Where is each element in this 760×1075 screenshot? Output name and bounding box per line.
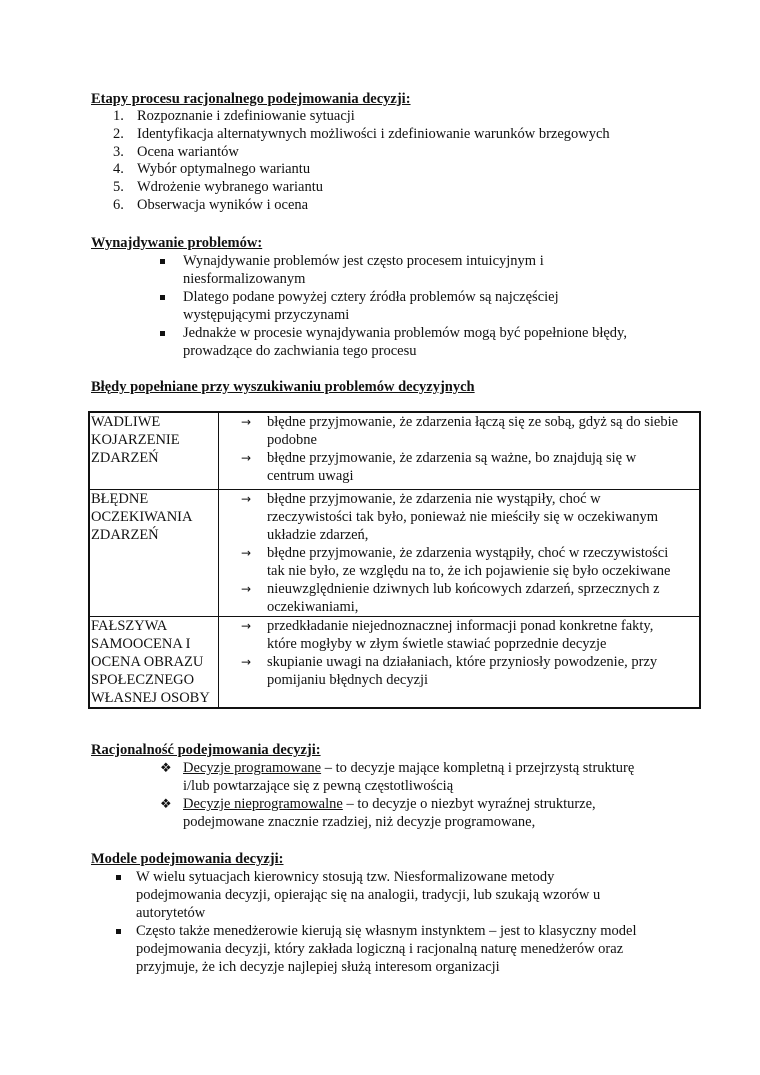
category-line: SAMOOCENA I: [91, 636, 191, 652]
category-line: KOJARZENIE: [91, 432, 180, 448]
list-item-line: Dlatego podane powyżej cztery źródła problemów są najczęściej: [183, 289, 559, 305]
table-cell-description: [219, 617, 701, 709]
arrow-item-line: błędne przyjmowanie, że zdarzenia łączą się ze sobą, gdyż są do siebie: [267, 414, 679, 430]
arrow-list-item: [241, 580, 699, 616]
arrow-item-line: centrum uwagi: [267, 468, 354, 484]
term-definition: – to decyzje o niezbyt wyraźnej strukturze,: [342, 796, 596, 812]
term-definition: – to decyzje mające kompletną i przejrzystą strukturę: [321, 760, 635, 776]
list-item: [116, 868, 637, 922]
list-item-line: W wielu sytuacjach kierownicy stosują tzw. Niesformalizowane metody: [136, 869, 555, 885]
arrow-item-line: nieuwzględnienie dziwnych lub końcowych zdarzeń, sprzecznych z: [267, 581, 660, 597]
list-item: [91, 107, 610, 125]
square-bullet-icon: [160, 259, 165, 264]
list-item: [91, 178, 610, 196]
diamond-bullet-icon: ❖: [160, 796, 172, 811]
category-line: BŁĘDNE: [91, 491, 149, 507]
list-item-line: niesformalizowanym: [183, 271, 306, 287]
category-line: ZDARZEŃ: [91, 450, 159, 466]
square-bullet-icon: [160, 295, 165, 300]
arrow-right-icon: →: [241, 655, 252, 669]
section-heading-finding-problems: Wynajdywanie problemów:: [91, 235, 263, 251]
list-item-line: [183, 795, 634, 813]
arrow-item-line: rzeczywistości tak było, ponieważ nie mieściły się w oczekiwanym: [267, 509, 658, 525]
list-item-text: Identyfikacja alternatywnych możliwości i zdefiniowanie warunków brzegowych: [137, 125, 610, 142]
square-bullet-icon: [116, 875, 121, 880]
list-number: 2.: [113, 125, 124, 142]
models-list: [116, 868, 637, 976]
list-item-line: przyjmuje, że ich decyzje najlepiej służą interesom organizacji: [136, 959, 500, 975]
section-heading-models: Modele podejmowania decyzji:: [91, 851, 284, 867]
square-bullet-icon: [160, 331, 165, 336]
list-item-line: podejmowane znacznie rzadziej, niż decyzje programowane,: [183, 814, 536, 830]
list-item: [116, 922, 637, 976]
list-item: [160, 288, 627, 324]
list-item: [91, 196, 610, 214]
list-item: [91, 160, 610, 178]
arrow-item-line: tak nie było, ze względu na to, że ich pojawienie się było oczekiwane: [267, 563, 671, 579]
list-item-line: podejmowania decyzji, opierając się na analogii, tradycji, lub szukają wzorów u: [136, 887, 601, 903]
list-number: 4.: [113, 161, 124, 178]
table-cell-category: [89, 490, 219, 617]
arrow-item-line: pomijaniu błędnych decyzji: [267, 672, 429, 688]
section-heading-errors: Błędy popełniane przy wyszukiwaniu problemów decyzyjnych: [91, 379, 475, 395]
list-item-text: Ocena wariantów: [137, 143, 239, 160]
arrow-right-icon: →: [241, 619, 252, 633]
table-cell-description: [219, 490, 701, 617]
list-item: [160, 759, 634, 795]
section-heading-rationality: Racjonalność podejmowania decyzji:: [91, 742, 321, 758]
section-heading-stages: Etapy procesu racjonalnego podejmowania decyzji:: [91, 91, 411, 107]
arrow-list-item: [241, 449, 699, 485]
errors-table: [88, 411, 701, 709]
square-bullet-icon: [116, 929, 121, 934]
category-line: SPOŁECZNEGO: [91, 672, 195, 688]
arrow-list-item: [241, 653, 699, 689]
list-item: [160, 795, 634, 831]
list-item-line: i/lub powtarzające się z pewną częstotliwością: [183, 778, 454, 794]
list-item-line: Jednakże w procesie wynajdywania problemów mogą być popełnione błędy,: [183, 325, 627, 341]
stages-list: [91, 107, 610, 214]
arrow-right-icon: →: [241, 492, 252, 506]
table-row: [89, 412, 700, 490]
arrow-item-line: błędne przyjmowanie, że zdarzenia wystąpiły, choć w rzeczywistości: [267, 545, 669, 561]
list-item-line: Wynajdywanie problemów jest często procesem intuicyjnym i: [183, 253, 544, 269]
arrow-right-icon: →: [241, 415, 252, 429]
list-item-line: podejmowania decyzji, który zakłada logiczną i racjonalną naturę menedżerów oraz: [136, 941, 624, 957]
list-item-line: autorytetów: [136, 905, 206, 921]
rationality-list: [160, 759, 634, 831]
arrow-list-item: [241, 413, 699, 449]
list-number: 3.: [113, 143, 124, 160]
term-programmed-decisions: Decyzje programowane: [183, 760, 322, 776]
term-unprogrammed-decisions: Decyzje nieprogramowalne: [183, 796, 343, 812]
arrow-list-item: [241, 490, 699, 544]
arrow-right-icon: →: [241, 582, 252, 596]
arrow-item-line: błędne przyjmowanie, że zdarzenia nie wystąpiły, choć w: [267, 491, 601, 507]
category-line: WADLIWE: [91, 414, 161, 430]
arrow-item-line: przedkładanie niejednoznacznej informacji ponad konkretne fakty,: [267, 618, 654, 634]
category-line: ZDARZEŃ: [91, 527, 159, 543]
arrow-right-icon: →: [241, 451, 252, 465]
list-item-text: Rozpoznanie i zdefiniowanie sytuacji: [137, 108, 355, 124]
list-number: 5.: [113, 179, 124, 196]
table-cell-description: [219, 412, 701, 490]
arrow-list-item: [241, 617, 699, 653]
finding-problems-list: [160, 252, 627, 360]
arrow-item-line: podobne: [267, 432, 317, 448]
list-number: 6.: [113, 196, 124, 213]
arrow-item-line: błędne przyjmowanie, że zdarzenia są ważne, bo znajdują się w: [267, 450, 637, 466]
list-item: [91, 143, 610, 161]
category-line: FAŁSZYWA: [91, 618, 168, 634]
arrow-right-icon: →: [241, 546, 252, 560]
list-item-line: występującymi przyczynami: [183, 307, 350, 323]
table-row: [89, 490, 700, 617]
list-item: [160, 324, 627, 360]
arrow-item-line: które mogłyby w złym świetle stawiać poprzednie decyzje: [267, 636, 607, 652]
arrow-item-line: układzie zdarzeń,: [267, 527, 369, 543]
list-item-line: Często także menedżerowie kierują się własnym instynktem – jest to klasyczny model: [136, 923, 637, 939]
list-item-text: Obserwacja wyników i ocena: [137, 196, 309, 213]
list-item-text: Wdrożenie wybranego wariantu: [137, 179, 324, 196]
diamond-bullet-icon: ❖: [160, 760, 172, 775]
table-cell-category: [89, 617, 219, 709]
arrow-item-line: oczekiwaniami,: [267, 599, 359, 615]
category-line: WŁASNEJ OSOBY: [91, 690, 210, 706]
arrow-item-line: skupianie uwagi na działaniach, które przyniosły powodzenie, przy: [267, 654, 658, 670]
table-cell-category: [89, 412, 219, 490]
list-item: [91, 125, 610, 143]
arrow-list-item: [241, 544, 699, 580]
list-item: [160, 252, 627, 288]
category-line: OCENA OBRAZU: [91, 654, 204, 670]
list-item-line: [183, 759, 634, 777]
list-number: 1.: [113, 108, 124, 124]
category-line: OCZEKIWANIA: [91, 509, 193, 525]
list-item-line: prowadzące do zachwiania tego procesu: [183, 343, 417, 359]
list-item-text: Wybór optymalnego wariantu: [137, 161, 311, 178]
table-row: [89, 617, 700, 709]
